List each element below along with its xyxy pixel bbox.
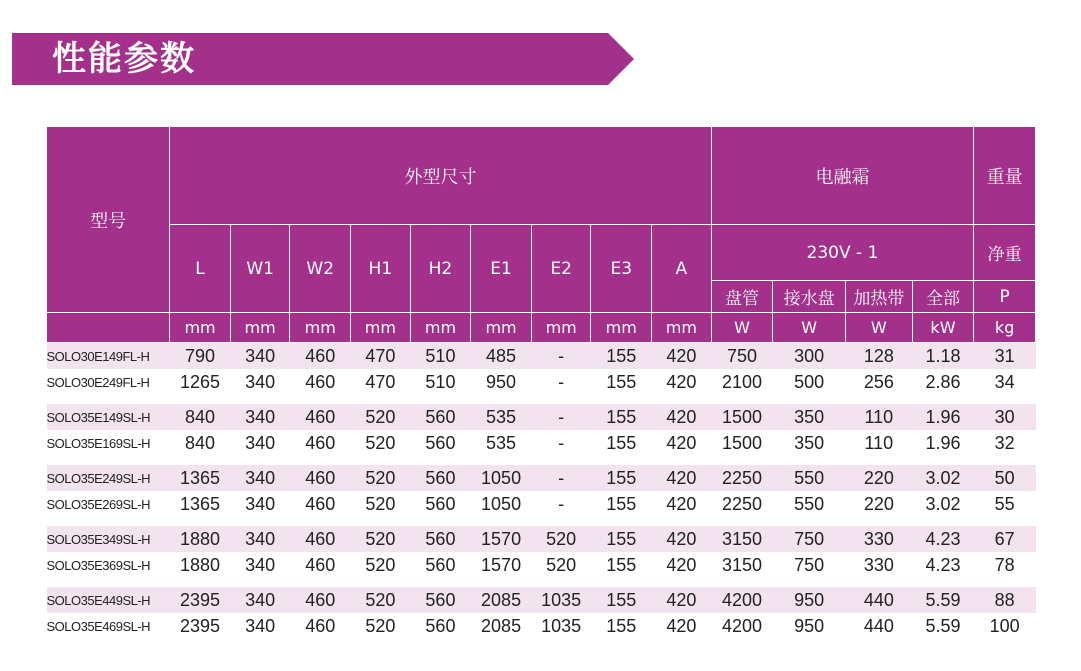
header-dimensions: 外型尺寸: [170, 127, 711, 225]
value-cell: 560: [410, 465, 471, 491]
value-cell: -: [531, 369, 591, 395]
value-cell: 950: [471, 369, 532, 395]
value-cell: 750: [711, 343, 773, 370]
value-cell: 50: [974, 465, 1036, 491]
value-cell: 560: [410, 430, 471, 456]
value-cell: 256: [846, 369, 913, 395]
value-cell: 750: [773, 526, 846, 552]
value-cell: 420: [652, 465, 712, 491]
value-cell: 2395: [170, 613, 231, 639]
header-model-spacer: [47, 313, 170, 343]
unit-W2: mm: [290, 313, 351, 343]
value-cell: 420: [652, 404, 712, 430]
header-heater: 电融霜: [711, 127, 974, 225]
value-cell: 460: [290, 343, 351, 370]
value-cell: -: [531, 404, 591, 430]
value-cell: 420: [652, 587, 712, 613]
heater-col-coil: 盘管: [711, 281, 773, 313]
value-cell: 340: [230, 404, 290, 430]
group-spacer: [47, 395, 1036, 404]
unit-heat-tape: W: [846, 313, 913, 343]
value-cell: 560: [410, 587, 471, 613]
model-cell: SOLO35E269SL-H: [47, 491, 170, 517]
unit-H1: mm: [351, 313, 411, 343]
value-cell: 2.86: [912, 369, 974, 395]
table-row: [47, 465, 1036, 491]
value-cell: 420: [652, 613, 712, 639]
value-cell: 155: [591, 587, 652, 613]
value-cell: 1880: [170, 526, 231, 552]
value-cell: 470: [351, 369, 411, 395]
value-cell: 560: [410, 404, 471, 430]
value-cell: -: [531, 465, 591, 491]
value-cell: 1.96: [912, 430, 974, 456]
value-cell: 3.02: [912, 465, 974, 491]
value-cell: 1570: [471, 552, 532, 578]
value-cell: 440: [846, 613, 913, 639]
unit-A: mm: [652, 313, 712, 343]
value-cell: -: [531, 491, 591, 517]
value-cell: -: [531, 430, 591, 456]
value-cell: 155: [591, 369, 652, 395]
value-cell: 950: [773, 587, 846, 613]
model-cell: SOLO35E369SL-H: [47, 552, 170, 578]
value-cell: 2085: [471, 587, 532, 613]
value-cell: 1.18: [912, 343, 974, 370]
model-cell: SOLO35E249SL-H: [47, 465, 170, 491]
value-cell: -: [531, 343, 591, 370]
value-cell: 340: [230, 587, 290, 613]
value-cell: 420: [652, 491, 712, 517]
value-cell: 340: [230, 369, 290, 395]
value-cell: 3150: [711, 526, 773, 552]
value-cell: 340: [230, 343, 290, 370]
page-title: 性能参数: [52, 39, 196, 79]
value-cell: 350: [773, 430, 846, 456]
value-cell: 30: [974, 404, 1036, 430]
value-cell: 420: [652, 343, 712, 370]
value-cell: 1570: [471, 526, 532, 552]
value-cell: 950: [773, 613, 846, 639]
value-cell: 1500: [711, 404, 773, 430]
spec-table: [46, 126, 1036, 639]
unit-E1: mm: [471, 313, 532, 343]
value-cell: 340: [230, 430, 290, 456]
value-cell: 32: [974, 430, 1036, 456]
value-cell: 155: [591, 552, 652, 578]
value-cell: 155: [591, 526, 652, 552]
value-cell: 330: [846, 552, 913, 578]
value-cell: 560: [410, 613, 471, 639]
value-cell: 520: [351, 552, 411, 578]
value-cell: 340: [230, 526, 290, 552]
group-spacer: [47, 456, 1036, 465]
value-cell: 460: [290, 491, 351, 517]
value-cell: 155: [591, 491, 652, 517]
value-cell: 4.23: [912, 526, 974, 552]
value-cell: 460: [290, 552, 351, 578]
value-cell: 4200: [711, 587, 773, 613]
value-cell: 460: [290, 430, 351, 456]
value-cell: 340: [230, 552, 290, 578]
value-cell: 460: [290, 404, 351, 430]
model-cell: SOLO35E469SL-H: [47, 613, 170, 639]
value-cell: 420: [652, 430, 712, 456]
value-cell: 220: [846, 491, 913, 517]
value-cell: 1035: [531, 613, 591, 639]
value-cell: 4.23: [912, 552, 974, 578]
dim-col-A: A: [652, 225, 712, 313]
value-cell: 460: [290, 613, 351, 639]
table-row: [47, 526, 1036, 552]
dim-col-H1: H1: [351, 225, 411, 313]
table-row: [47, 587, 1036, 613]
table-row: [47, 343, 1036, 370]
dim-col-E3: E3: [591, 225, 652, 313]
value-cell: 5.59: [912, 587, 974, 613]
unit-weight: kg: [974, 313, 1036, 343]
value-cell: 1880: [170, 552, 231, 578]
value-cell: 2250: [711, 491, 773, 517]
heater-col-total: 全部: [912, 281, 974, 313]
header-voltage: 230V - 1: [711, 225, 974, 281]
unit-H2: mm: [410, 313, 471, 343]
unit-E3: mm: [591, 313, 652, 343]
dim-col-L: L: [170, 225, 231, 313]
value-cell: 420: [652, 526, 712, 552]
value-cell: 1365: [170, 465, 231, 491]
dim-col-E1: E1: [471, 225, 532, 313]
group-spacer: [47, 517, 1036, 526]
unit-total: kW: [912, 313, 974, 343]
table-row: [47, 613, 1036, 639]
value-cell: 520: [351, 430, 411, 456]
value-cell: 155: [591, 465, 652, 491]
value-cell: 840: [170, 430, 231, 456]
table-row: [47, 369, 1036, 395]
spec-table-body: [47, 343, 1036, 640]
value-cell: 510: [410, 343, 471, 370]
heater-col-drain-pan: 接水盘: [773, 281, 846, 313]
title-banner: [12, 33, 634, 85]
value-cell: 520: [531, 552, 591, 578]
value-cell: 300: [773, 343, 846, 370]
value-cell: 440: [846, 587, 913, 613]
value-cell: 520: [351, 491, 411, 517]
model-cell: SOLO30E249FL-H: [47, 369, 170, 395]
table-row: [47, 404, 1036, 430]
value-cell: 420: [652, 552, 712, 578]
value-cell: 155: [591, 613, 652, 639]
table-row: [47, 430, 1036, 456]
value-cell: 110: [846, 430, 913, 456]
value-cell: 460: [290, 526, 351, 552]
header-weight: 重量: [974, 127, 1036, 225]
value-cell: 520: [531, 526, 591, 552]
model-cell: SOLO35E349SL-H: [47, 526, 170, 552]
dim-col-E2: E2: [531, 225, 591, 313]
value-cell: 1500: [711, 430, 773, 456]
value-cell: 3150: [711, 552, 773, 578]
header-model: 型号: [47, 127, 170, 313]
heater-col-heat-tape: 加热带: [846, 281, 913, 313]
value-cell: 340: [230, 465, 290, 491]
value-cell: 520: [351, 613, 411, 639]
value-cell: 220: [846, 465, 913, 491]
value-cell: 460: [290, 369, 351, 395]
value-cell: 67: [974, 526, 1036, 552]
value-cell: 155: [591, 343, 652, 370]
value-cell: 155: [591, 404, 652, 430]
value-cell: 750: [773, 552, 846, 578]
value-cell: 510: [410, 369, 471, 395]
value-cell: 128: [846, 343, 913, 370]
value-cell: 520: [351, 526, 411, 552]
value-cell: 535: [471, 430, 532, 456]
value-cell: 520: [351, 404, 411, 430]
value-cell: 560: [410, 491, 471, 517]
value-cell: 4200: [711, 613, 773, 639]
unit-L: mm: [170, 313, 231, 343]
value-cell: 840: [170, 404, 231, 430]
value-cell: 55: [974, 491, 1036, 517]
value-cell: 340: [230, 491, 290, 517]
table-row: [47, 552, 1036, 578]
weight-col-P: P: [974, 281, 1036, 313]
value-cell: 460: [290, 465, 351, 491]
value-cell: 520: [351, 465, 411, 491]
value-cell: 420: [652, 369, 712, 395]
unit-E2: mm: [531, 313, 591, 343]
model-cell: SOLO35E169SL-H: [47, 430, 170, 456]
value-cell: 5.59: [912, 613, 974, 639]
value-cell: 110: [846, 404, 913, 430]
unit-drain-pan: W: [773, 313, 846, 343]
value-cell: 1035: [531, 587, 591, 613]
model-cell: SOLO35E449SL-H: [47, 587, 170, 613]
value-cell: 34: [974, 369, 1036, 395]
value-cell: 560: [410, 526, 471, 552]
value-cell: 100: [974, 613, 1036, 639]
value-cell: 330: [846, 526, 913, 552]
value-cell: 470: [351, 343, 411, 370]
value-cell: 1050: [471, 491, 532, 517]
value-cell: 88: [974, 587, 1036, 613]
value-cell: 550: [773, 465, 846, 491]
value-cell: 500: [773, 369, 846, 395]
value-cell: 350: [773, 404, 846, 430]
value-cell: 2395: [170, 587, 231, 613]
unit-W1: mm: [230, 313, 290, 343]
value-cell: 460: [290, 587, 351, 613]
dim-col-W1: W1: [230, 225, 290, 313]
dim-col-H2: H2: [410, 225, 471, 313]
header-net-weight: 净重: [974, 225, 1036, 281]
value-cell: 535: [471, 404, 532, 430]
value-cell: 2250: [711, 465, 773, 491]
value-cell: 1.96: [912, 404, 974, 430]
model-cell: SOLO30E149FL-H: [47, 343, 170, 370]
value-cell: 1265: [170, 369, 231, 395]
group-spacer: [47, 578, 1036, 587]
value-cell: 31: [974, 343, 1036, 370]
value-cell: 790: [170, 343, 231, 370]
unit-coil: W: [711, 313, 773, 343]
value-cell: 560: [410, 552, 471, 578]
value-cell: 2085: [471, 613, 532, 639]
value-cell: 550: [773, 491, 846, 517]
value-cell: 1365: [170, 491, 231, 517]
value-cell: 485: [471, 343, 532, 370]
value-cell: 3.02: [912, 491, 974, 517]
value-cell: 2100: [711, 369, 773, 395]
model-cell: SOLO35E149SL-H: [47, 404, 170, 430]
value-cell: 340: [230, 613, 290, 639]
value-cell: 78: [974, 552, 1036, 578]
value-cell: 1050: [471, 465, 532, 491]
table-row: [47, 491, 1036, 517]
dim-col-W2: W2: [290, 225, 351, 313]
value-cell: 155: [591, 430, 652, 456]
value-cell: 520: [351, 587, 411, 613]
